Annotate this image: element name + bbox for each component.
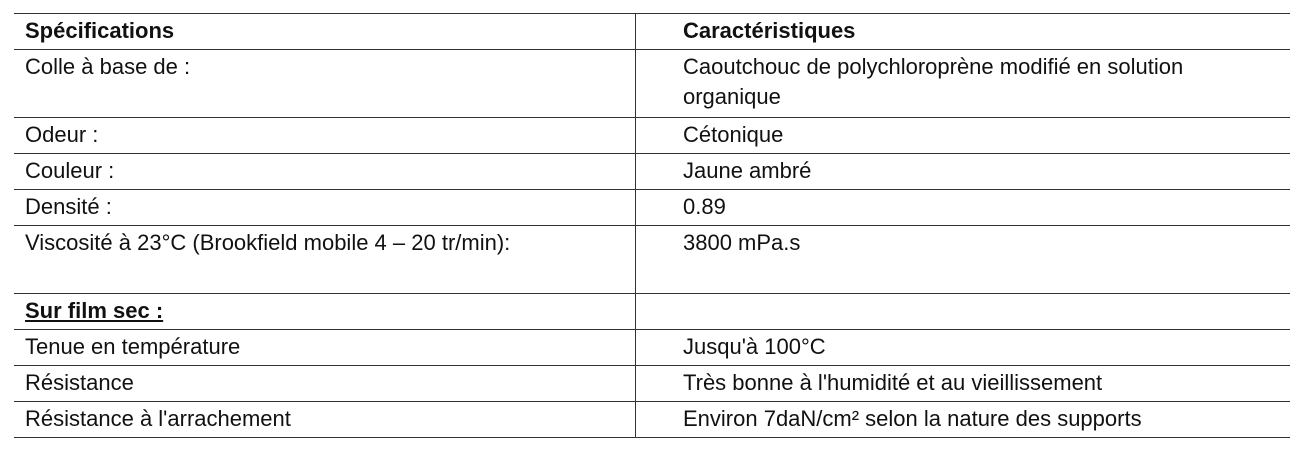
table-row [14, 118, 1290, 154]
section-title-cell [14, 294, 636, 330]
table-row [14, 330, 1290, 366]
value-cell: Jaune ambré [636, 154, 1291, 190]
table-row [14, 366, 1290, 402]
spec-cell: Résistance à l'arrachement [14, 402, 636, 438]
specifications-table [14, 13, 1290, 438]
value-cell: 0.89 [636, 190, 1291, 226]
spec-cell: Résistance [14, 366, 636, 402]
spec-cell: Tenue en température [14, 330, 636, 366]
section-title: Sur film sec : [25, 298, 164, 323]
table-row [14, 154, 1290, 190]
spec-cell: Densité : [14, 190, 636, 226]
value-cell: Très bonne à l'humidité et au vieillissement [636, 366, 1291, 402]
table-row [14, 50, 1290, 118]
spec-cell: Viscosité à 23°C (Brookfield mobile 4 – 20 tr/min): [14, 226, 636, 294]
header-specifications: Spécifications [14, 14, 636, 50]
value-cell: Cétonique [636, 118, 1291, 154]
table-header-row [14, 14, 1290, 50]
table-row [14, 226, 1290, 294]
table-row [14, 190, 1290, 226]
section-header-row [14, 294, 1290, 330]
value-cell: 3800 mPa.s [636, 226, 1291, 294]
spec-cell: Couleur : [14, 154, 636, 190]
header-characteristics: Caractéristiques [636, 14, 1291, 50]
table-row [14, 402, 1290, 438]
spec-cell: Odeur : [14, 118, 636, 154]
value-cell: Environ 7daN/cm² selon la nature des supports [636, 402, 1291, 438]
empty-cell [636, 294, 1291, 330]
value-cell: Caoutchouc de polychloroprène modifié en solution organique [636, 50, 1291, 118]
spec-cell: Colle à base de : [14, 50, 636, 118]
value-cell: Jusqu'à 100°C [636, 330, 1291, 366]
